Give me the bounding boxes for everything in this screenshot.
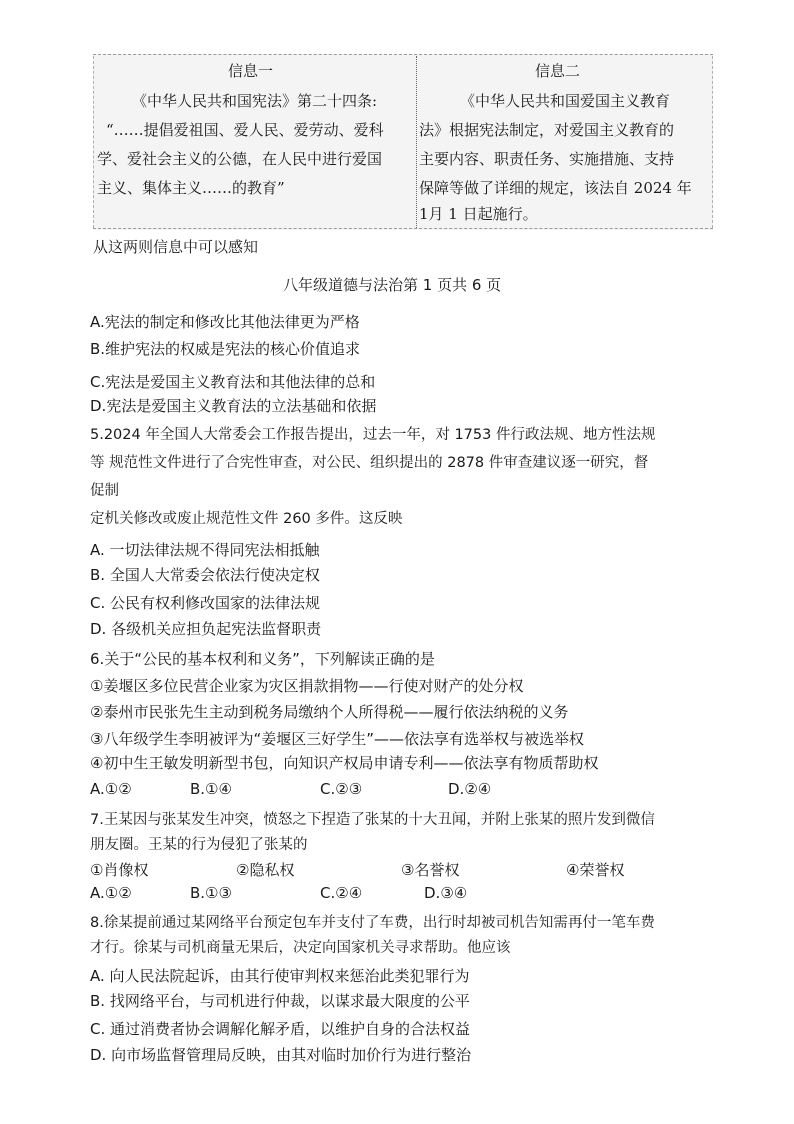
- info-one-line: 主义、集体主义……的教育”: [97, 179, 285, 197]
- question-6-option-b: B.①④: [190, 780, 232, 798]
- info-box-divider: [416, 56, 417, 228]
- info-one-title: 信息一: [228, 62, 274, 80]
- info-box-bottom-border: [93, 228, 713, 231]
- question-7-item: ②隐私权: [236, 861, 295, 879]
- question-7-item: ③名誉权: [401, 861, 460, 879]
- question-6-item: ②泰州市民张先生主动到税务局缴纳个人所得税——履行依法纳税的义务: [90, 703, 569, 721]
- question-8-option: B. 找网络平台，与司机进行仲裁，以谋求最大限度的公平: [90, 992, 470, 1010]
- question-6-stem: 6.关于“公民的基本权利和义务”，下列解读正确的是: [90, 650, 435, 668]
- info-box: [93, 54, 713, 230]
- question-6-option-d: D.②④: [448, 780, 492, 798]
- question-5-line: 等 规范性文件进行了合宪性审查，对公民、组织提出的 2878 件审查建议逐一研究，督: [90, 455, 649, 471]
- question-5-option: B. 全国人大常委会依法行使决定权: [90, 566, 320, 584]
- question-6-item: ①姜堰区多位民营企业家为灾区捐款捐物——行使对财产的处分权: [90, 677, 524, 695]
- question-7-option-d: D.③④: [424, 884, 468, 902]
- question-5-line: 5.2024 年全国人大常委会工作报告提出，过去一年，对 1753 件行政法规、地方性法规: [90, 427, 656, 443]
- question-7-option-a: A.①②: [90, 884, 132, 902]
- question-6-item: ④初中生王敏发明新型书包，向知识产权局申请专利——依法享有物质帮助权: [90, 754, 599, 772]
- info-two-line: 主要内容、职责任务、实施措施、支持: [419, 150, 675, 168]
- info-one-line: 学、爱社会主义的公德，在人民中进行爱国: [97, 150, 383, 168]
- page-footer: 八年级道德与法治第 1 页共 6 页: [283, 276, 502, 294]
- info-two-line: 法》根据宪法制定，对爱国主义教育的: [419, 121, 675, 139]
- info-box-top-border: [93, 54, 713, 58]
- question-6-option-a: A.①②: [90, 780, 132, 798]
- question-6-option-c: C.②③: [320, 780, 363, 798]
- question-7-option-c: C.②④: [320, 884, 363, 902]
- question-8-option: D. 向市场监督管理局反映，由其对临时加价行为进行整治: [90, 1046, 472, 1064]
- info-one-line: 《中华人民共和国宪法》第二十四条:: [132, 92, 378, 110]
- question-7-option-b: B.①③: [190, 884, 232, 902]
- question-8-line: 8.徐某提前通过某网络平台预定包车并支付了车费，出行时却被司机告知需再付一笔车费: [90, 915, 655, 931]
- info-two-line: 1月 1 日起施行。: [419, 205, 538, 223]
- question-7-item: ④荣誉权: [566, 861, 625, 879]
- question-5-line: 定机关修改或废止规范性文件 260 多件。这反映: [90, 511, 403, 527]
- question-4-option: A.宪法的制定和修改比其他法律更为严格: [90, 313, 360, 331]
- info-two-line: 《中华人民共和国爱国主义教育: [460, 92, 671, 110]
- info-two-line: 保障等做了详细的规定，该法自 2024 年: [419, 179, 692, 197]
- question-6-item: ③八年级学生李明被评为“姜堰区三好学生”——依法享有选举权与被选举权: [90, 730, 584, 748]
- question-7-line: 7.王某因与张某发生冲突，愤怒之下捏造了张某的十大丑闻，并附上张某的照片发到微信: [90, 812, 655, 828]
- info-one-line: “……提倡爱祖国、爱人民、爱劳动、爱科: [106, 121, 384, 139]
- question-8-line: 才行。徐某与司机商量无果后，决定向国家机关寻求帮助。他应该: [90, 940, 511, 956]
- question-7-item: ①肖像权: [90, 861, 149, 879]
- question-8-option: A. 向人民法院起诉，由其行使审判权来惩治此类犯罪行为: [90, 967, 470, 985]
- question-5-option: D. 各级机关应担负起宪法监督职责: [90, 620, 322, 638]
- question-5-line: 促制: [90, 483, 119, 499]
- question-8-option: C. 通过消费者协会调解化解矛盾，以维护自身的合法权益: [90, 1020, 471, 1038]
- question-5-option: C. 公民有权利修改国家的法律法规: [90, 594, 321, 612]
- question-4-option: D.宪法是爱国主义教育法的立法基础和依据: [90, 397, 377, 415]
- question-4-option: B.维护宪法的权威是宪法的核心价值追求: [90, 340, 361, 358]
- question-5-option: A. 一切法律法规不得同宪法相抵触: [90, 541, 320, 559]
- question-4-stem: 从这两则信息中可以感知: [93, 238, 259, 256]
- info-box-left-border: [93, 56, 94, 228]
- question-4-option: C.宪法是爱国主义教育法和其他法律的总和: [90, 373, 376, 391]
- question-7-line: 朋友圈。王某的行为侵犯了张某的: [90, 837, 308, 853]
- info-box-right-border: [712, 56, 713, 228]
- info-two-title: 信息二: [535, 62, 581, 80]
